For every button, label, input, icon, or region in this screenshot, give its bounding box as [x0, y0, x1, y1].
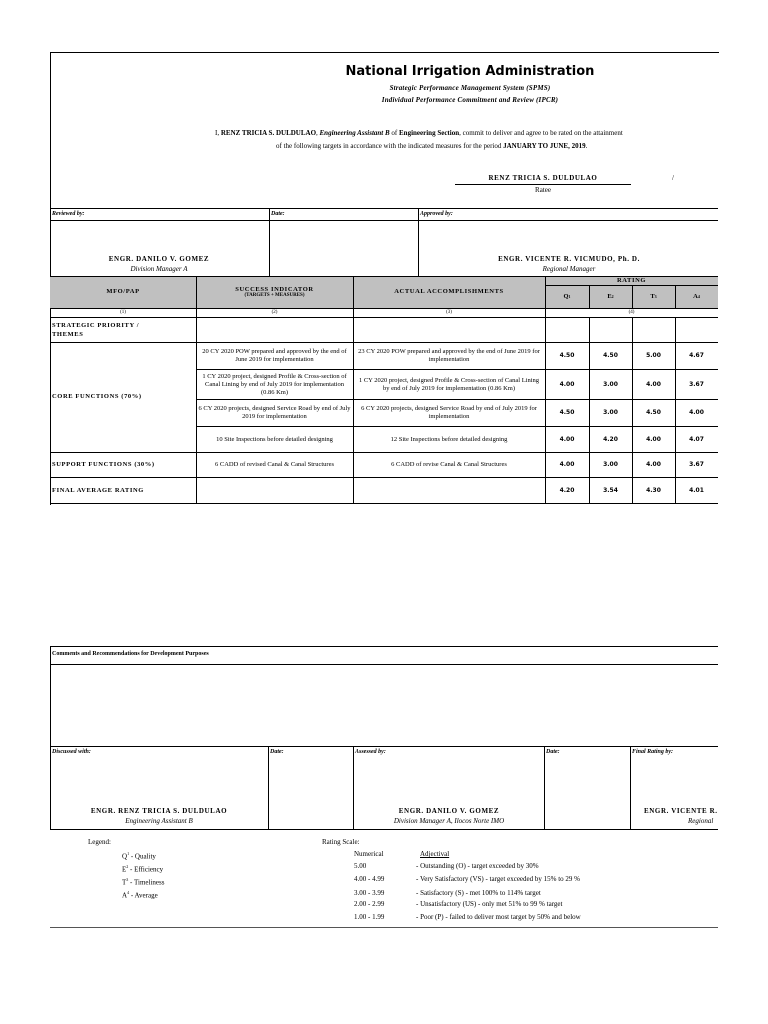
scale-num: 2.00 - 2.99 — [354, 900, 385, 908]
final-rating-e: 3.54 — [603, 486, 618, 494]
divider — [353, 746, 354, 829]
col-index-3: (3) — [446, 309, 452, 315]
col-index-4: (4) — [628, 309, 635, 315]
rating-a: 3.67 — [689, 380, 704, 388]
col-success-subheader: (TARGETS + MEASURES) — [244, 293, 305, 298]
scale-num: 4.00 - 4.99 — [354, 875, 385, 883]
commitment-position: Engineering Assistant B — [319, 129, 390, 137]
adjectival-header: Adjectival — [420, 850, 450, 858]
legend-label: Legend: — [88, 838, 111, 846]
divider — [50, 646, 718, 647]
comments-date-label: Date: — [270, 749, 284, 755]
final-rating-t: 4.30 — [646, 486, 661, 494]
discussed-title: Engineering Assistant B — [125, 817, 193, 825]
row-strategic-label: STRATEGIC PRIORITY / THEMES — [52, 322, 140, 338]
scale-num: 3.00 - 3.99 — [354, 889, 385, 897]
table-row-actual: 12 Site Inspections before detailed designing — [390, 435, 508, 443]
page-title: National Irrigation Administration — [345, 64, 595, 79]
reviewed-by-label: Reviewed by: — [52, 211, 85, 217]
ratee-label: Ratee — [535, 186, 551, 194]
rating-t: 4.00 — [646, 435, 661, 443]
scale-desc: - Unsatisfactory (US) - only met 51% to 99 % target — [416, 900, 563, 908]
commitment-text-1: commit to deliver and agree to be rated on the attainment — [462, 129, 623, 137]
commitment-section: Engineering Section — [399, 129, 460, 137]
commitment-name: RENZ TRICIA S. DULDULAO — [220, 129, 317, 137]
table-row-actual: 6 CY 2020 projects, designed Service Road by end of July 2019 for implementation — [361, 405, 537, 420]
approver-name: ENGR. VICENTE R. VICMUDO, Ph. D. — [498, 255, 640, 263]
divider — [50, 317, 718, 318]
rating-q: 4.50 — [559, 409, 575, 416]
col-q-header: Q 1 — [563, 292, 571, 300]
legend-item-quality: $Q^1$ - Quality — [122, 851, 156, 861]
rating-t: 4.00 — [646, 380, 661, 388]
ratee-slash: / — [672, 174, 674, 182]
commitment-prefix: I, — [215, 129, 220, 137]
table-row-success: 10 Site Inspections before detailed designing — [216, 435, 333, 443]
assessed-name: ENGR. DANILO V. GOMEZ — [398, 807, 500, 815]
table-row-success: 6 CADD of revised Canal & Canal Structures — [215, 461, 334, 468]
ratee-signature-line — [455, 184, 631, 185]
table-row-success: 6 CY 2020 projects, designed Service Road by end of July 2019 for implementation — [198, 405, 351, 420]
approved-by-label: Approved by: — [420, 211, 453, 217]
divider — [630, 746, 631, 829]
approver-title: Regional Manager — [542, 265, 596, 273]
table-row-success: 1 CY 2020 project, designed Profile & Cross-section of Canal Lining by end of July 2019 for implementation (0.86 Km) — [202, 372, 347, 396]
final-rating-q: 4.20 — [559, 486, 575, 494]
reviewer-name: ENGR. DANILO V. GOMEZ — [108, 255, 210, 263]
col-mfo-header: MFO/PAP — [106, 288, 140, 295]
rating-e: 3.00 — [603, 461, 618, 468]
comments-date2-label: Date: — [546, 749, 560, 755]
review-date-label: Date: — [271, 211, 285, 217]
scale-num: 1.00 - 1.99 — [354, 913, 385, 921]
scale-desc: - Very Satisfactory (VS) - target exceeded by 15% to 29 % — [416, 875, 580, 883]
col-actual-header: ACTUAL ACCOMPLISHMENTS — [394, 288, 504, 295]
divider — [544, 746, 545, 829]
divider — [50, 746, 718, 747]
rating-q: 4.00 — [559, 380, 575, 388]
discussed-with-label: Discussed with: — [52, 749, 91, 755]
legend-item-timeliness: $T^3$ - Timeliness — [122, 877, 165, 887]
final-rater-title: Regional — [688, 817, 714, 825]
rating-a: 4.07 — [689, 435, 704, 443]
col-t-header: T 3 — [650, 292, 657, 300]
discussed-name: ENGR. RENZ TRICIA S. DULDULAO — [90, 807, 228, 815]
final-rating-a: 4.01 — [689, 486, 704, 494]
divider — [50, 220, 718, 221]
divider — [418, 208, 419, 276]
reviewer-title: Division Manager A — [130, 265, 188, 273]
rating-q: 4.50 — [559, 352, 575, 359]
rating-t: 5.00 — [646, 352, 661, 359]
divider — [50, 829, 718, 830]
scale-num: 5.00 — [354, 862, 367, 870]
col-a-header: A 4 — [693, 292, 700, 300]
ratee-name: RENZ TRICIA S. DULDULAO — [488, 174, 598, 182]
rating-e: 4.50 — [603, 352, 618, 359]
rating-a: 4.00 — [689, 409, 704, 416]
row-core-label: CORE FUNCTIONS (70%) — [52, 393, 142, 400]
scale-desc: - Outstanding (O) - target exceeded by 30% — [416, 862, 539, 870]
divider — [50, 646, 51, 829]
rating-e: 3.00 — [603, 380, 618, 388]
col-rating-header: RATING — [616, 276, 647, 284]
numerical-header: Numerical — [354, 850, 384, 858]
assessed-by-label: Assessed by: — [355, 749, 386, 755]
table-row-actual: 23 CY 2020 POW prepared and approved by the end of June 2019 for implementation — [358, 348, 540, 363]
assessed-title: Division Manager A, Ilocos Norte IMO — [393, 817, 505, 825]
row-final-label: FINAL AVERAGE RATING — [52, 487, 144, 494]
col-index-2: (2) — [271, 309, 278, 315]
table-row-actual: 6 CADD of revise Canal & Canal Structures — [391, 461, 507, 468]
commitment-text-2: of the following targets in accordance with the indicated measures for the period — [276, 142, 502, 150]
rating-q: 4.00 — [559, 435, 575, 443]
comments-title: Comments and Recommendations for Development Purposes — [52, 651, 209, 657]
col-success-header: SUCCESS INDICATOR — [235, 286, 314, 293]
final-rater-name: ENGR. VICENTE R. — [644, 807, 718, 815]
rating-t: 4.00 — [646, 461, 661, 468]
scale-desc: - Poor (P) - failed to deliver most target by 50% and below — [416, 913, 581, 921]
col-index-1: (1) — [120, 309, 126, 315]
col-e-header: E 2 — [607, 292, 614, 300]
commitment-of: of — [391, 129, 398, 137]
divider — [50, 503, 718, 504]
rating-e: 3.00 — [603, 409, 618, 416]
row-support-label: SUPPORT FUNCTIONS (30%) — [52, 461, 155, 468]
commitment-line-2: of the following targets in accordance with the indicated measures for the period JANUARY TO JUNE, 2019. — [276, 142, 588, 150]
scale-desc: - Satisfactory (S) - met 100% to 114% target — [416, 889, 541, 897]
commitment-line-1: I, RENZ TRICIA S. DULDULAO, Engineering Assistant B of Engineering Section, commit to deliver and agree to be rated on the attainment — [215, 129, 623, 137]
divider — [50, 927, 718, 928]
rating-scale-label: Rating Scale: — [322, 838, 360, 846]
divider — [50, 208, 718, 209]
final-rating-by-label: Final Rating by: — [632, 749, 674, 755]
rating-q: 4.00 — [559, 461, 575, 468]
legend-item-average: $A^4$ - Average — [122, 890, 158, 900]
rating-a: 4.67 — [689, 352, 704, 359]
divider — [268, 746, 269, 829]
divider — [269, 208, 270, 276]
rating-a: 3.67 — [689, 461, 704, 468]
divider — [50, 664, 718, 665]
table-row-success: 20 CY 2020 POW prepared and approved by the end of June 2019 for implementation — [202, 348, 347, 363]
subtitle-ipcr: Individual Performance Commitment and Review (IPCR) — [381, 96, 559, 104]
rating-t: 4.50 — [646, 409, 661, 416]
rating-e: 4.20 — [603, 435, 618, 443]
commitment-period: JANUARY TO JUNE, 2019 — [503, 142, 586, 150]
table-row-actual: 1 CY 2020 project, designed Profile & Cross-section of Canal Lining by end of July 2019 for implementation (0.86 Km) — [358, 376, 540, 392]
legend-item-efficiency: $E^2$ - Efficiency — [122, 864, 164, 874]
subtitle-spms: Strategic Performance Management System (SPMS) — [389, 84, 551, 92]
